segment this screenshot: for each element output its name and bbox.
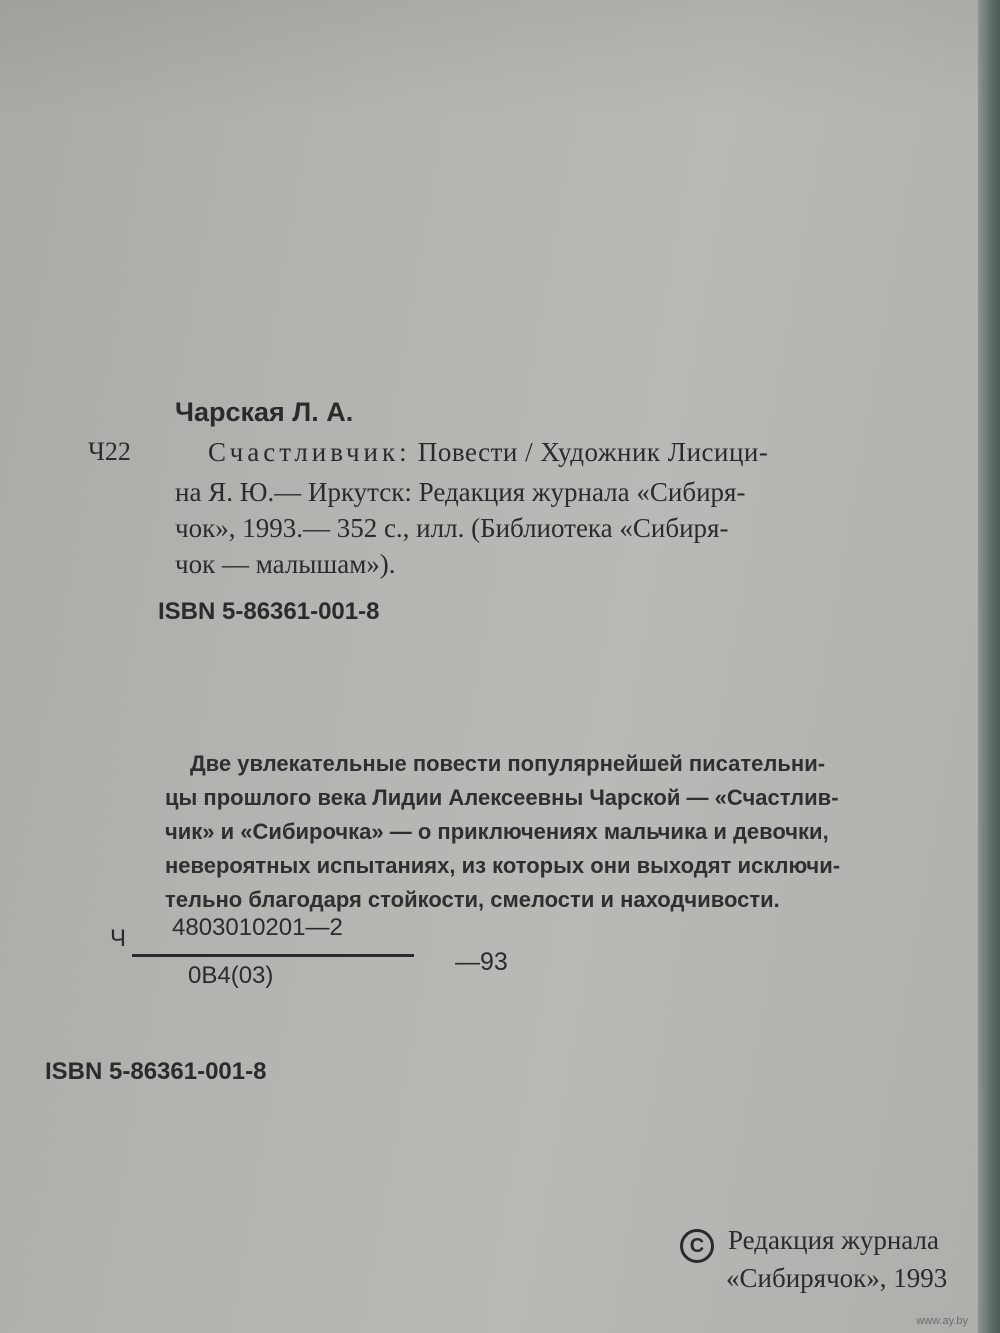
publisher-line-2: «Сибирячок», 1993 bbox=[726, 1263, 948, 1293]
catalog-line-1-rest: Повести / Художник Лисици- bbox=[417, 437, 769, 467]
copyright-icon: C bbox=[680, 1229, 714, 1263]
catalog-line-1 bbox=[208, 436, 768, 468]
book-title: Счастливчик: bbox=[208, 437, 411, 467]
site-watermark: www.ay.by bbox=[916, 1315, 968, 1327]
catalog-code: Ч22 bbox=[88, 437, 131, 466]
author-name: Чарская Л. А. bbox=[175, 397, 354, 427]
isbn-top: ISBN 5-86361-001-8 bbox=[158, 598, 380, 625]
publisher-line-1: Редакция журнала bbox=[728, 1225, 939, 1255]
annotation-line-2: цы прошлого века Лидии Алексеевны Чарской — «Счастлив- bbox=[165, 785, 839, 810]
annotation-line-4: невероятных испытаниях, из которых они выходят исключи- bbox=[165, 853, 841, 878]
index-denominator: 0В4(03) bbox=[188, 962, 274, 989]
fraction-line bbox=[132, 954, 414, 957]
catalog-line-2: на Я. Ю.— Иркутск: Редакция журнала «Сибиря- bbox=[175, 477, 746, 507]
book-edge bbox=[978, 0, 1000, 1333]
catalog-line-4: чок — малышам»). bbox=[175, 549, 396, 579]
index-numerator: 4803010201—2 bbox=[172, 914, 343, 941]
page-shadow bbox=[0, 0, 1000, 120]
annotation-line-5: тельно благодаря стойкости, смелости и находчивости. bbox=[165, 887, 780, 912]
index-year: —93 bbox=[455, 948, 508, 976]
annotation-line-3: чик» и «Сибирочка» — о приключениях мальчика и девочки, bbox=[165, 819, 829, 844]
isbn-bottom: ISBN 5-86361-001-8 bbox=[45, 1058, 267, 1085]
annotation-line-1: Две увлекательные повести популярнейшей писательни- bbox=[190, 751, 826, 776]
index-prefix: Ч bbox=[110, 925, 126, 952]
catalog-line-3: чок», 1993.— 352 с., илл. (Библиотека «Сибиря- bbox=[175, 513, 729, 543]
